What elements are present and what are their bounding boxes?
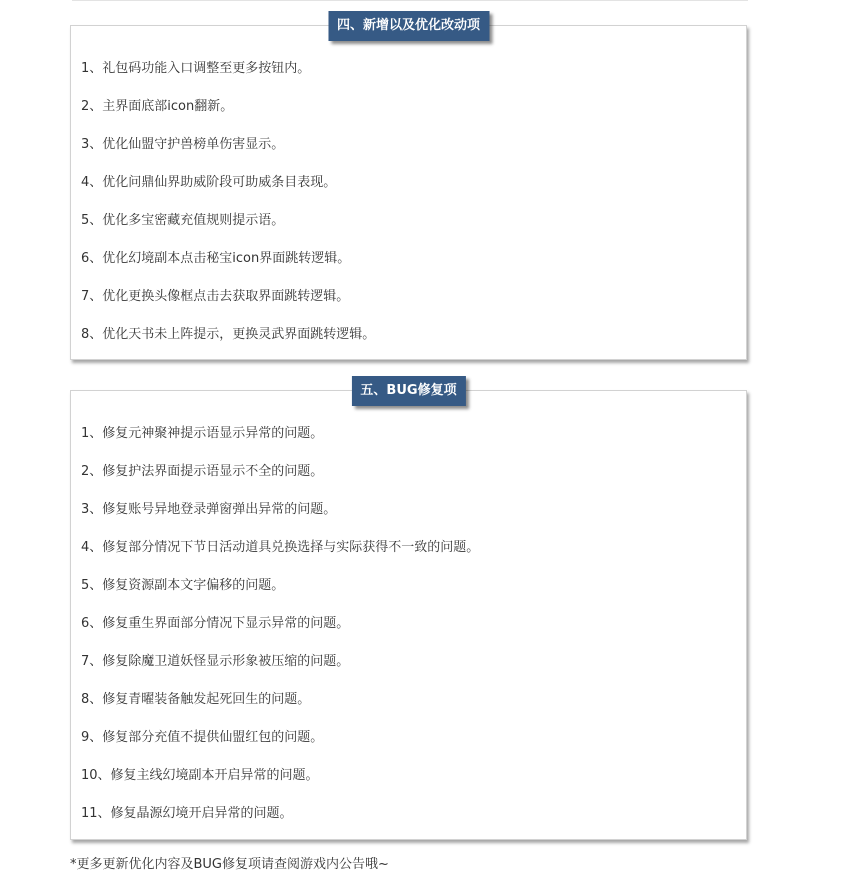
section-title: 四、新增以及优化改动项 (328, 11, 489, 41)
list-item: 6、优化幻境副本点击秘宝icon界面跳转逻辑。 (81, 251, 351, 266)
list-item: 4、优化问鼎仙界助威阶段可助威条目表现。 (81, 175, 337, 190)
section-bug-fixes (70, 383, 747, 840)
list-item: 11、修复晶源幻境开启异常的问题。 (81, 806, 293, 821)
section-new-and-optimizations (70, 18, 747, 360)
list-item: 6、修复重生界面部分情况下显示异常的问题。 (81, 616, 350, 631)
top-divider (72, 0, 748, 1)
list-item: 3、优化仙盟守护兽榜单伤害显示。 (81, 137, 285, 152)
list-item: 7、优化更换头像框点击去获取界面跳转逻辑。 (81, 289, 350, 304)
list-item: 1、礼包码功能入口调整至更多按钮内。 (81, 61, 311, 76)
list-item: 5、优化多宝密藏充值规则提示语。 (81, 213, 285, 228)
list-item: 2、修复护法界面提示语显示不全的问题。 (81, 464, 324, 479)
list-item: 4、修复部分情况下节日活动道具兑换选择与实际获得不一致的问题。 (81, 540, 480, 555)
list-item: 7、修复除魔卫道妖怪显示形象被压缩的问题。 (81, 654, 350, 669)
list-item: 3、修复账号异地登录弹窗弹出异常的问题。 (81, 502, 337, 517)
list-item: 10、修复主线幻境副本开启异常的问题。 (81, 768, 319, 783)
footnote: *更多更新优化内容及BUG修复项请查阅游戏内公告哦~ (70, 857, 389, 872)
item-list (81, 59, 736, 363)
list-item: 5、修复资源副本文字偏移的问题。 (81, 578, 285, 593)
list-item: 9、修复部分充值不提供仙盟红包的问题。 (81, 730, 324, 745)
list-item: 8、修复青曜装备触发起死回生的问题。 (81, 692, 311, 707)
item-list (81, 424, 736, 842)
list-item: 1、修复元神聚神提示语显示异常的问题。 (81, 426, 324, 441)
list-item: 8、优化天书未上阵提示，更换灵武界面跳转逻辑。 (81, 327, 376, 342)
list-item: 2、主界面底部icon翻新。 (81, 99, 234, 114)
section-title: 五、BUG修复项 (351, 376, 465, 406)
